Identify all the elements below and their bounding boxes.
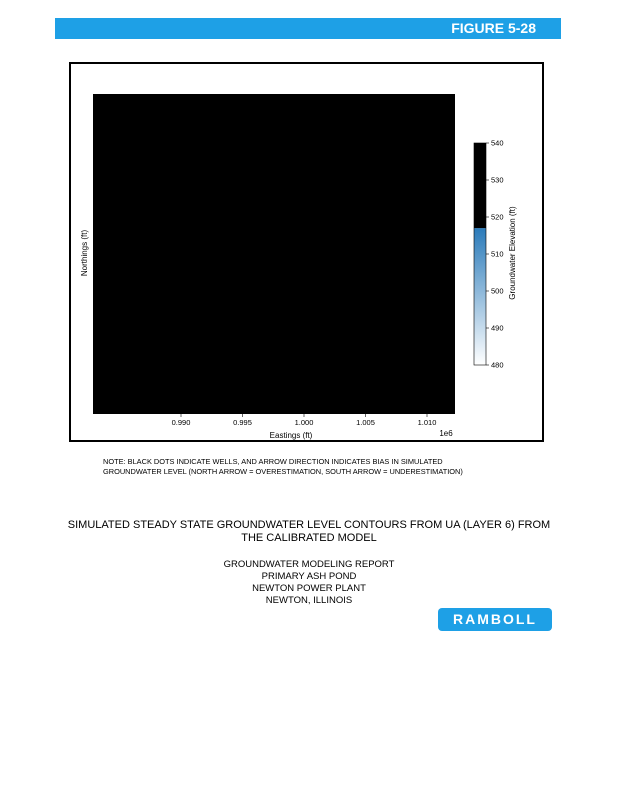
colorbar-label: Groundwater Elevation (ft) — [508, 206, 517, 300]
colorbar-tick-label: 490 — [491, 323, 504, 333]
colorbar-tick-label: 500 — [491, 286, 504, 296]
title-line-1: SIMULATED STEADY STATE GROUNDWATER LEVEL CONTOURS FROM UA (LAYER 6) FROM — [67, 519, 551, 531]
note-line-1: NOTE: BLACK DOTS INDICATE WELLS, AND ARROW DIRECTION INDICATES BIAS IN SIMULATED — [103, 457, 443, 466]
location-name: NEWTON, ILLINOIS — [265, 595, 353, 606]
x-tick-label: 0.990 — [171, 418, 191, 427]
ramboll-logo: RAMBOLL — [438, 608, 552, 631]
colorbar-tick-label: 540 — [491, 138, 504, 148]
figure-title — [40, 519, 578, 545]
colorbar-tick-label: 480 — [491, 360, 504, 370]
x-tick-label: 0.995 — [233, 418, 252, 427]
report-info — [100, 559, 518, 607]
x-axis-ticks — [172, 414, 437, 427]
x-tick-label: 1.000 — [294, 418, 314, 427]
colorbar — [474, 139, 504, 370]
figure-note — [103, 457, 533, 477]
x-tick-label: 1.010 — [417, 418, 437, 427]
colorbar-tick-label: 520 — [491, 212, 504, 222]
x-tick-label: 1.005 — [356, 418, 375, 427]
title-line-2: THE CALIBRATED MODEL — [241, 532, 377, 544]
colorbar-dark-band — [474, 143, 486, 228]
site-name: PRIMARY ASH POND — [261, 571, 357, 582]
report-name: GROUNDWATER MODELING REPORT — [223, 559, 395, 570]
colorbar-tick-label: 510 — [491, 249, 504, 259]
colorbar-gradient — [474, 228, 486, 365]
y-axis-label: Northings (ft) — [80, 229, 89, 277]
figure-label: FIGURE 5-28 — [451, 20, 536, 36]
plot-area — [93, 94, 455, 414]
plant-name: NEWTON POWER PLANT — [252, 583, 366, 594]
colorbar-tick-label: 530 — [491, 175, 504, 185]
x-offset-label: 1e6 — [439, 429, 453, 438]
x-axis-label: Eastings (ft) — [269, 431, 313, 440]
note-line-2: GROUNDWATER LEVEL (NORTH ARROW = OVERESTIMATION, SOUTH ARROW = UNDERESTIMATION) — [103, 467, 463, 476]
